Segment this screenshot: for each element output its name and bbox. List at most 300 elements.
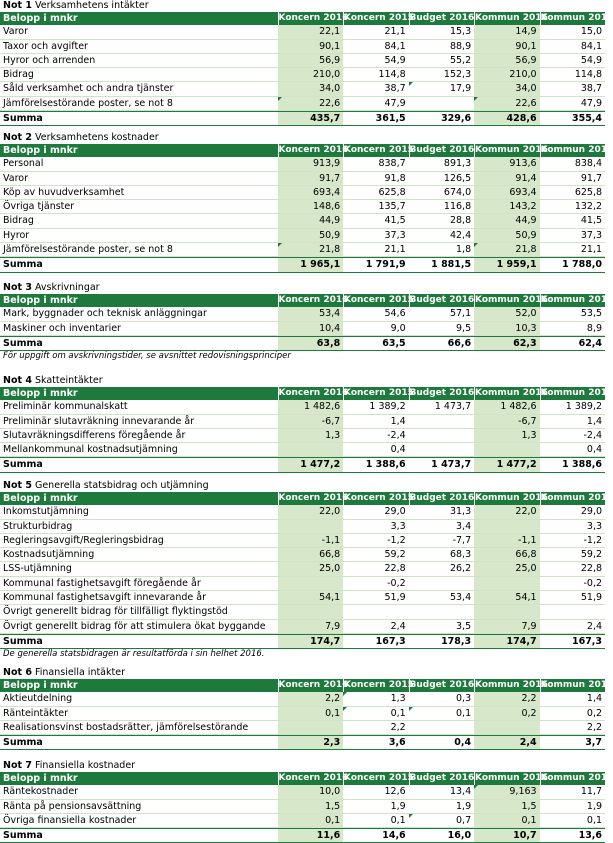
table-header-row: [0, 679, 613, 692]
sum-value: 1 788,0: [562, 259, 603, 271]
value-cell: 90,1: [474, 40, 539, 53]
value-cell: 132,2: [574, 201, 603, 213]
value-cell: -6,7: [474, 415, 539, 428]
sum-value: 0,4: [454, 737, 472, 749]
value-cell: 838,7: [378, 158, 406, 170]
value-cell: 0,1: [343, 707, 408, 720]
row-label: Regleringsavgift/Regleringsbidrag: [3, 534, 164, 546]
value-cell: 10,0: [278, 785, 343, 798]
value-cell: 25,0: [474, 562, 539, 575]
value-cell: 84,1: [580, 40, 603, 52]
table-row: [0, 707, 605, 721]
value-cell: 55,2: [449, 54, 472, 66]
column-header: Kommun 2015: [540, 294, 606, 307]
value-cell: 44,9: [278, 214, 343, 227]
value-cell: 15,3: [449, 26, 472, 38]
row-label: Räntekostnader: [3, 786, 79, 798]
table-row: [0, 520, 605, 534]
sum-value: 62,3: [474, 337, 539, 350]
table-row: [0, 157, 605, 171]
table-row: [0, 548, 605, 562]
note-number: Not 4: [3, 375, 32, 386]
row-label: Bidrag: [3, 215, 34, 227]
table-row: [0, 591, 605, 605]
column-header: Kommun 2015: [540, 387, 606, 400]
sum-label: Summa: [3, 737, 43, 749]
value-cell: 88,9: [449, 40, 472, 52]
row-label: Såld verksamhet och andra tjänster: [3, 83, 174, 95]
note-title: [0, 760, 605, 772]
row-label: Strukturbidrag: [3, 520, 73, 532]
sum-value: 2,3: [278, 736, 343, 749]
value-cell: [278, 443, 343, 456]
row-label: Övrigt generellt bidrag för tillfälligt flyktingstöd: [3, 606, 228, 618]
value-cell: 210,0: [474, 68, 539, 81]
value-cell: 53,5: [580, 308, 603, 320]
note-name: Finansiella intäkter: [34, 667, 125, 678]
row-label: Hyror och arrenden: [3, 54, 96, 66]
value-cell: 891,3: [443, 158, 472, 170]
value-cell: 1,5: [278, 800, 343, 813]
sum-value: 178,3: [441, 635, 472, 647]
value-cell: 693,4: [474, 186, 539, 199]
value-cell: [474, 605, 539, 618]
column-header: Kommun 2015: [540, 492, 606, 505]
value-cell: [278, 577, 343, 590]
value-cell: -1,1: [474, 534, 539, 547]
value-cell: [409, 97, 474, 110]
table-row: [0, 620, 605, 634]
column-header: Koncern 2015: [343, 294, 409, 307]
value-cell: -2,4: [387, 429, 406, 441]
value-cell: 210,0: [278, 68, 343, 81]
sum-value: 2,4: [474, 736, 539, 749]
table-row: [0, 243, 605, 257]
value-cell: [474, 721, 539, 734]
row-label: Kommunal fastighetsavgift föregående år: [3, 577, 201, 589]
value-cell: 57,1: [449, 308, 472, 320]
value-cell: -1,1: [278, 534, 343, 547]
value-cell: 22,6: [278, 97, 343, 110]
value-cell: 116,8: [443, 201, 472, 213]
row-label: Varor: [3, 26, 28, 38]
value-cell: 38,7: [580, 83, 603, 95]
row-label: Kommunal fastighetsavgift innevarande år: [3, 592, 207, 604]
value-cell: [409, 443, 474, 456]
note-number: Not 3: [3, 282, 32, 293]
column-header-label: Belopp i mnkr: [3, 773, 78, 784]
row-label: LSS-utjämning: [3, 563, 72, 575]
value-cell: 1,3: [343, 692, 408, 705]
note-number: Not 6: [3, 667, 32, 678]
sum-label: Summa: [3, 830, 43, 842]
value-cell: 56,9: [474, 54, 539, 67]
row-label: Inkomstutjämning: [3, 506, 89, 518]
value-cell: 34,0: [474, 82, 539, 95]
value-cell: 37,3: [580, 229, 603, 241]
value-cell: 7,9: [278, 620, 343, 633]
value-cell: 22,6: [474, 97, 539, 110]
value-cell: 135,7: [378, 201, 406, 213]
table-row: [0, 605, 605, 619]
row-label: Preliminär kommunalskatt: [3, 401, 128, 413]
note-section: [0, 282, 613, 362]
value-cell: [474, 443, 539, 456]
value-cell: [409, 605, 474, 618]
sum-value: 361,5: [375, 113, 406, 125]
table-row: [0, 562, 605, 576]
value-cell: 22,0: [278, 505, 343, 518]
table-row: [0, 54, 605, 68]
table-row: [0, 186, 605, 200]
sum-value: 3,6: [388, 737, 406, 749]
sum-row: [0, 257, 605, 272]
note-name: Generella statsbidrag och utjämning: [34, 480, 209, 491]
value-cell: 47,9: [580, 97, 603, 109]
row-label: Mellankommunal kostnadsutjämning: [3, 444, 178, 456]
sum-label: Summa: [3, 113, 43, 125]
value-cell: 25,0: [278, 562, 343, 575]
note-number: Not 5: [3, 480, 32, 491]
value-cell: 68,3: [449, 549, 472, 561]
value-cell: 0,1: [278, 707, 343, 720]
value-cell: 54,9: [384, 54, 406, 66]
sum-value: 62,4: [578, 337, 603, 349]
value-cell: 15,0: [580, 26, 603, 38]
row-label: Kostnadsutjämning: [3, 549, 95, 561]
value-cell: 1,3: [278, 429, 343, 442]
value-cell: 41,5: [384, 215, 406, 227]
value-cell: 625,8: [378, 186, 406, 198]
sum-value: 1 477,2: [474, 458, 539, 471]
note-name: Finansiella kostnader: [34, 760, 136, 771]
value-cell: 0,1: [390, 814, 406, 826]
column-header: Kommun 2015: [540, 12, 606, 25]
value-cell: 10,3: [474, 322, 539, 335]
sum-value: 1 388,6: [562, 459, 603, 471]
table-row: [0, 82, 605, 96]
value-cell: 0,3: [456, 693, 472, 705]
table-row: [0, 322, 605, 336]
table-row: [0, 40, 605, 54]
sum-value: 1 791,9: [365, 259, 406, 271]
value-cell: [409, 721, 474, 734]
column-header: Koncern 2016: [278, 144, 344, 157]
sum-value: 11,6: [278, 829, 343, 842]
table-row: [0, 307, 605, 321]
table-row: [0, 534, 605, 548]
column-header-label: Belopp i mnkr: [3, 13, 78, 24]
footnote: För uppgift om avskrivningstider, se avsnittet redovisningsprinciper: [3, 351, 291, 362]
column-header: Koncern 2015: [343, 679, 409, 692]
value-cell: 838,4: [574, 158, 603, 170]
value-cell: 1 389,2: [369, 401, 406, 413]
row-label: Mark, byggnader och teknisk anläggningar: [3, 308, 207, 320]
sum-label: Summa: [3, 459, 43, 471]
table-header-row: [0, 772, 613, 785]
sum-value: 3,7: [585, 737, 603, 749]
value-cell: -0,2: [387, 577, 406, 589]
sum-value: 16,0: [447, 830, 472, 842]
value-cell: -2,4: [583, 429, 603, 441]
value-cell: 3,4: [456, 520, 472, 532]
table-row: [0, 229, 605, 243]
note-section: [0, 132, 613, 273]
value-cell: 56,9: [278, 54, 343, 67]
value-cell: 29,0: [384, 506, 406, 518]
value-cell: 126,5: [443, 172, 472, 184]
value-cell: 66,8: [474, 548, 539, 561]
sum-value: 1 388,6: [365, 459, 406, 471]
sum-value: 435,7: [278, 112, 343, 125]
note-number: Not 7: [3, 760, 32, 771]
value-cell: 0,4: [390, 444, 406, 456]
row-label: Preliminär slutavräkning innevarande år: [3, 415, 195, 427]
value-cell: 28,8: [449, 215, 472, 227]
value-cell: 3,5: [456, 620, 472, 632]
sum-row: [0, 457, 605, 472]
sum-value: 167,3: [375, 635, 406, 647]
sum-value: 174,7: [278, 635, 343, 648]
value-cell: 90,1: [278, 40, 343, 53]
value-cell: 50,9: [474, 229, 539, 242]
table-row: [0, 415, 605, 429]
value-cell: 21,1: [384, 244, 406, 256]
value-cell: 29,0: [580, 506, 603, 518]
value-cell: 2,2: [390, 721, 406, 733]
column-header-label: Belopp i mnkr: [3, 145, 78, 156]
value-cell: 9,163: [474, 785, 539, 798]
sum-value: 1 473,7: [431, 459, 472, 471]
value-cell: 54,6: [384, 308, 406, 320]
table-row: [0, 692, 605, 706]
row-label: Varor: [3, 172, 28, 184]
table-row: [0, 785, 605, 799]
value-cell: [474, 520, 539, 533]
column-header: Koncern 2016: [278, 492, 344, 505]
value-cell: 53,4: [449, 592, 472, 604]
value-cell: 1,5: [474, 800, 539, 813]
value-cell: 54,9: [580, 54, 603, 66]
value-cell: 50,9: [278, 229, 343, 242]
column-header: Budget 2016: [409, 144, 475, 157]
row-label: Köp av huvudverksamhet: [3, 186, 125, 198]
value-cell: 41,5: [580, 215, 603, 227]
value-cell: 53,4: [278, 307, 343, 320]
note-name: Skatteintäkter: [34, 375, 103, 386]
value-cell: 1,4: [586, 693, 603, 705]
value-cell: 1 473,7: [434, 401, 472, 413]
value-cell: -7,7: [452, 534, 472, 546]
note-title: [0, 0, 605, 12]
value-cell: 91,7: [278, 172, 343, 185]
value-cell: 1 482,6: [474, 400, 539, 413]
table-row: [0, 814, 605, 828]
sum-row: [0, 634, 605, 649]
value-cell: 2,4: [390, 620, 406, 632]
table-header-row: [0, 12, 613, 25]
value-cell: 0,4: [586, 444, 603, 456]
value-cell: 1 389,2: [565, 401, 603, 413]
note-section: [0, 0, 613, 126]
value-cell: 34,0: [278, 82, 343, 95]
value-cell: 114,8: [574, 69, 603, 81]
column-header: Koncern 2015: [343, 492, 409, 505]
table-row: [0, 400, 605, 414]
value-cell: [343, 605, 408, 618]
note-name: Verksamhetens intäkter: [34, 0, 149, 11]
column-header: Kommun 2016: [474, 294, 540, 307]
value-cell: 38,7: [384, 83, 406, 95]
column-header: Budget 2016: [409, 679, 475, 692]
value-cell: 22,8: [384, 563, 406, 575]
value-cell: 1,9: [456, 800, 472, 812]
sum-value: 167,3: [571, 635, 603, 647]
table-header-row: [0, 294, 613, 307]
value-cell: [278, 721, 343, 734]
column-header: Koncern 2016: [278, 772, 344, 785]
value-cell: 21,1: [580, 244, 603, 256]
value-cell: -0,2: [583, 577, 603, 589]
row-label: Jämförelsestörande poster, se not 8: [3, 97, 173, 109]
value-cell: 44,9: [474, 214, 539, 227]
value-cell: 7,9: [474, 620, 539, 633]
note-number: Not 2: [3, 132, 32, 143]
value-cell: 625,8: [574, 186, 603, 198]
value-cell: 1,9: [586, 800, 603, 812]
note-number: Not 1: [3, 0, 32, 11]
value-cell: 3,3: [586, 520, 603, 532]
value-cell: 37,3: [384, 229, 406, 241]
value-cell: 17,9: [409, 82, 474, 95]
sum-value: 14,6: [382, 830, 406, 842]
value-cell: 2,2: [474, 692, 539, 705]
sum-label: Summa: [3, 259, 43, 271]
value-cell: 0,2: [474, 707, 539, 720]
column-header: Kommun 2016: [474, 12, 540, 25]
column-header: Budget 2016: [409, 772, 475, 785]
note-name: Verksamhetens kostnader: [34, 132, 159, 143]
note-section: [0, 667, 613, 750]
note-title: [0, 375, 605, 387]
value-cell: 674,0: [443, 186, 472, 198]
table-row: [0, 25, 605, 39]
value-cell: 1 482,6: [278, 400, 343, 413]
sum-value: 1 959,1: [474, 258, 539, 271]
value-cell: 51,9: [580, 592, 603, 604]
sum-value: 1 881,5: [431, 259, 472, 271]
row-label: Maskiner och inventarier: [3, 322, 121, 334]
value-cell: [540, 605, 605, 618]
note-section: [0, 480, 613, 660]
sum-value: 66,6: [447, 337, 472, 349]
row-label: Ränteintäkter: [3, 707, 68, 719]
column-header: Kommun 2016: [474, 387, 540, 400]
table-header-row: [0, 387, 613, 400]
column-header: Koncern 2016: [278, 387, 344, 400]
value-cell: 66,8: [278, 548, 343, 561]
row-label: Hyror: [3, 229, 30, 241]
note-title: [0, 282, 605, 294]
column-header: Koncern 2015: [343, 772, 409, 785]
sum-value: 174,7: [474, 635, 539, 648]
value-cell: 21,8: [474, 243, 539, 256]
value-cell: -6,7: [278, 415, 343, 428]
value-cell: 10,4: [278, 322, 343, 335]
row-label: Realisationsvinst bostadsrätter, jämförelsestörande: [3, 721, 249, 733]
table-row: [0, 68, 605, 82]
value-cell: 14,9: [474, 25, 539, 38]
value-cell: 9,0: [390, 322, 406, 334]
column-header-label: Belopp i mnkr: [3, 295, 78, 306]
value-cell: 22,8: [580, 563, 603, 575]
sum-value: 355,4: [571, 113, 603, 125]
row-label: Ränta på pensionsavsättning: [3, 800, 142, 812]
column-header: Budget 2016: [409, 387, 475, 400]
note-title: [0, 132, 605, 144]
column-header: Kommun 2016: [474, 492, 540, 505]
value-cell: 13,4: [449, 786, 472, 798]
value-cell: 0,1: [278, 814, 343, 827]
value-cell: [409, 415, 474, 428]
sum-value: 329,6: [441, 113, 472, 125]
column-header-label: Belopp i mnkr: [3, 388, 78, 399]
sum-row: [0, 111, 605, 126]
value-cell: 59,2: [384, 549, 406, 561]
column-header-label: Belopp i mnkr: [3, 493, 78, 504]
table-row: [0, 505, 605, 519]
note-title: [0, 667, 605, 679]
value-cell: 114,8: [378, 69, 406, 81]
value-cell: 913,6: [474, 157, 539, 170]
table-row: [0, 721, 605, 735]
value-cell: 3,3: [390, 520, 406, 532]
table-header-row: [0, 492, 613, 505]
sum-row: [0, 828, 605, 843]
column-header: Kommun 2015: [540, 144, 606, 157]
note-section: [0, 760, 613, 843]
table-header-row: [0, 144, 613, 157]
value-cell: [278, 520, 343, 533]
value-cell: 91,8: [384, 172, 406, 184]
value-cell: 12,6: [384, 786, 406, 798]
column-header: Kommun 2016: [474, 772, 540, 785]
value-cell: 2,2: [586, 721, 603, 733]
column-header: Koncern 2015: [343, 387, 409, 400]
column-header: Kommun 2015: [540, 772, 606, 785]
column-header: Koncern 2015: [343, 12, 409, 25]
column-header: Kommun 2016: [474, 144, 540, 157]
table-row: [0, 800, 605, 814]
value-cell: 1,8: [456, 244, 472, 256]
column-header: Kommun 2015: [540, 679, 606, 692]
value-cell: 42,4: [449, 229, 472, 241]
row-label: Aktieutdelning: [3, 693, 73, 705]
value-cell: 0,2: [586, 707, 603, 719]
value-cell: 2,4: [586, 620, 603, 632]
value-cell: -1,2: [583, 534, 603, 546]
row-label: Slutavräkningsdifferens föregående år: [3, 429, 186, 441]
note-section: [0, 375, 613, 473]
value-cell: 1,3: [474, 429, 539, 442]
row-label: Jämförelsestörande poster, se not 8: [3, 244, 173, 256]
column-header: Koncern 2015: [343, 144, 409, 157]
value-cell: [409, 577, 474, 590]
sum-row: [0, 336, 605, 351]
table-row: [0, 214, 605, 228]
sum-value: 1 965,1: [278, 258, 343, 271]
column-header: Koncern 2016: [278, 679, 344, 692]
